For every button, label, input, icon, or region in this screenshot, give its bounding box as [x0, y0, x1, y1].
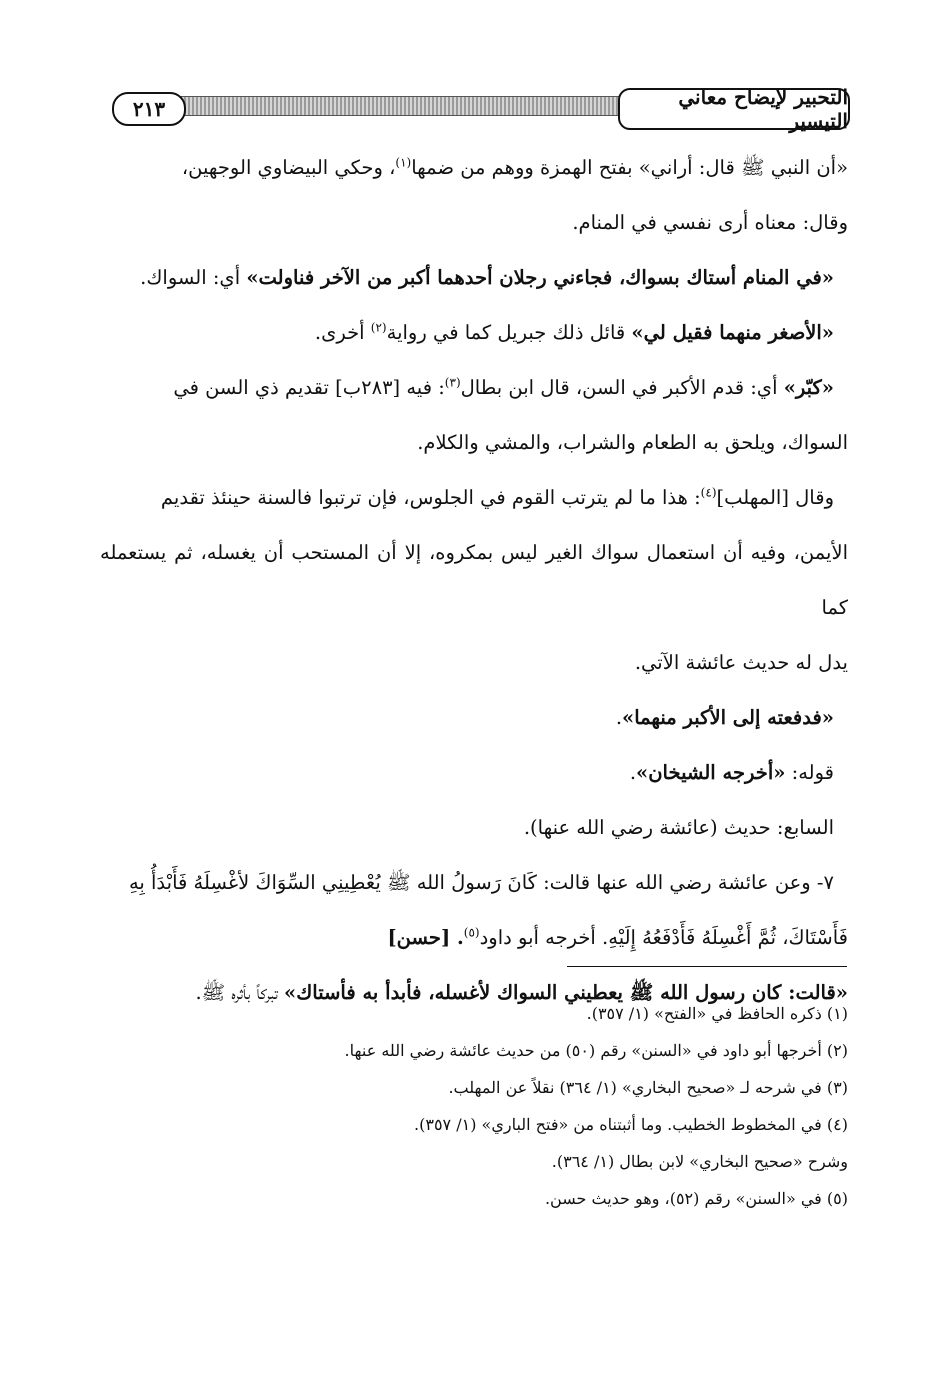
text-line: «أن النبي ﷺ قال: أراني» بفتح الهمزة ووهم من ضمها$^{(١)}$، وحكي البيضاوي الوجهين،: [181, 155, 848, 179]
page-number: ٢١٣: [112, 92, 186, 126]
footnote: (٣) في شرحه لـ «صحيح البخاري» (١/ ٣٦٤) نقلاً عن المهلب.: [448, 1078, 848, 1097]
footnote: (٢) أخرجها أبو داود في «السنن» رقم (٥٠) من حديث عائشة رضي الله عنها.: [344, 1041, 848, 1060]
text-line: يدل له حديث عائشة الآتي.: [634, 651, 848, 674]
footnote-ref: (٣): [444, 375, 461, 390]
text-line: قوله: «أخرجه الشيخان».: [629, 761, 834, 784]
footnote: (٥) في «السنن» رقم (٥٢)، وهو حديث حسن.: [544, 1189, 848, 1208]
text-line: «في المنام أستاك بسواك، فجاءني رجلان أحدهما أكبر من الآخر فناولت» أي: السواك.: [140, 266, 834, 289]
text-line: «قالت: كان رسول الله ﷺ يعطيني السواك لأغسله، فأبدأ به فأستاك» تبركاً بأثره ﷺ.: [195, 981, 848, 1004]
footnote-ref: (٤): [700, 485, 717, 500]
text-line: «الأصغر منهما فقيل لي» قائل ذلك جبريل كما في رواية$^{(٢)}$ أخرى.: [314, 320, 834, 344]
text-line: الأيمن، وفيه أن استعمال سواك الغير ليس بمكروه، إلا أن المستحب أن يغسله، ثم يستعمله كما: [100, 541, 848, 619]
footnote: (١) ذكره الحافظ في «الفتح» (١/ ٣٥٧).: [586, 1004, 848, 1023]
footnotes: [100, 995, 848, 1217]
footnote: (٤) في المخطوط الخطيب. وما أثبتناه من «فتح الباري» (١/ ٣٥٧).: [414, 1115, 848, 1134]
text-line: وقال [المهلب]$^{(٤)}$: هذا ما لم يترتب القوم في الجلوس، فإن ترتبوا فالسنة حينئذ تقديم: [160, 485, 834, 509]
main-text: [100, 140, 848, 1020]
header-decorative-strip: [180, 96, 620, 116]
text-line: «كبّر» أي: قدم الأكبر في السن، قال ابن بطال$^{(٣)}$: فيه [٢٨٣ب] تقديم ذي السن في: [173, 375, 834, 399]
footnote-ref: (٢): [370, 320, 387, 335]
text-line: السواك، ويلحق به الطعام والشراب، والمشي والكلام.: [417, 431, 848, 454]
hadith-text: ٧- وعن عائشة رضي الله عنها قالت: كَانَ رَسولُ الله ﷺ يُعْطِينِي السِّوَاكَ لأغْسِلَهُ فَأَبْدَأُ بِهِ: [128, 871, 834, 894]
book-title: التحبير لإيضاح معاني التيسير: [618, 88, 850, 130]
footnote-separator: [567, 966, 847, 967]
hadith-text: فَأَسْتَاكَ، ثُمَّ أَغْسِلَهُ فَأَدْفَعُهُ إِلَيْهِ. أخرجه أبو داود$^{(٥)}$. [حسن]: [387, 925, 848, 949]
page-header: [100, 85, 850, 133]
text-line: «فدفعته إلى الأكبر منهما».: [615, 706, 834, 729]
text-line: السابع: حديث (عائشة رضي الله عنها).: [523, 816, 834, 839]
footnote: وشرح «صحيح البخاري» لابن بطال (١/ ٣٦٤).: [551, 1152, 848, 1171]
text-line: وقال: معناه أرى نفسي في المنام.: [572, 211, 848, 234]
footnote-ref: (٥): [463, 925, 480, 940]
footnote-ref: (١): [395, 155, 412, 170]
